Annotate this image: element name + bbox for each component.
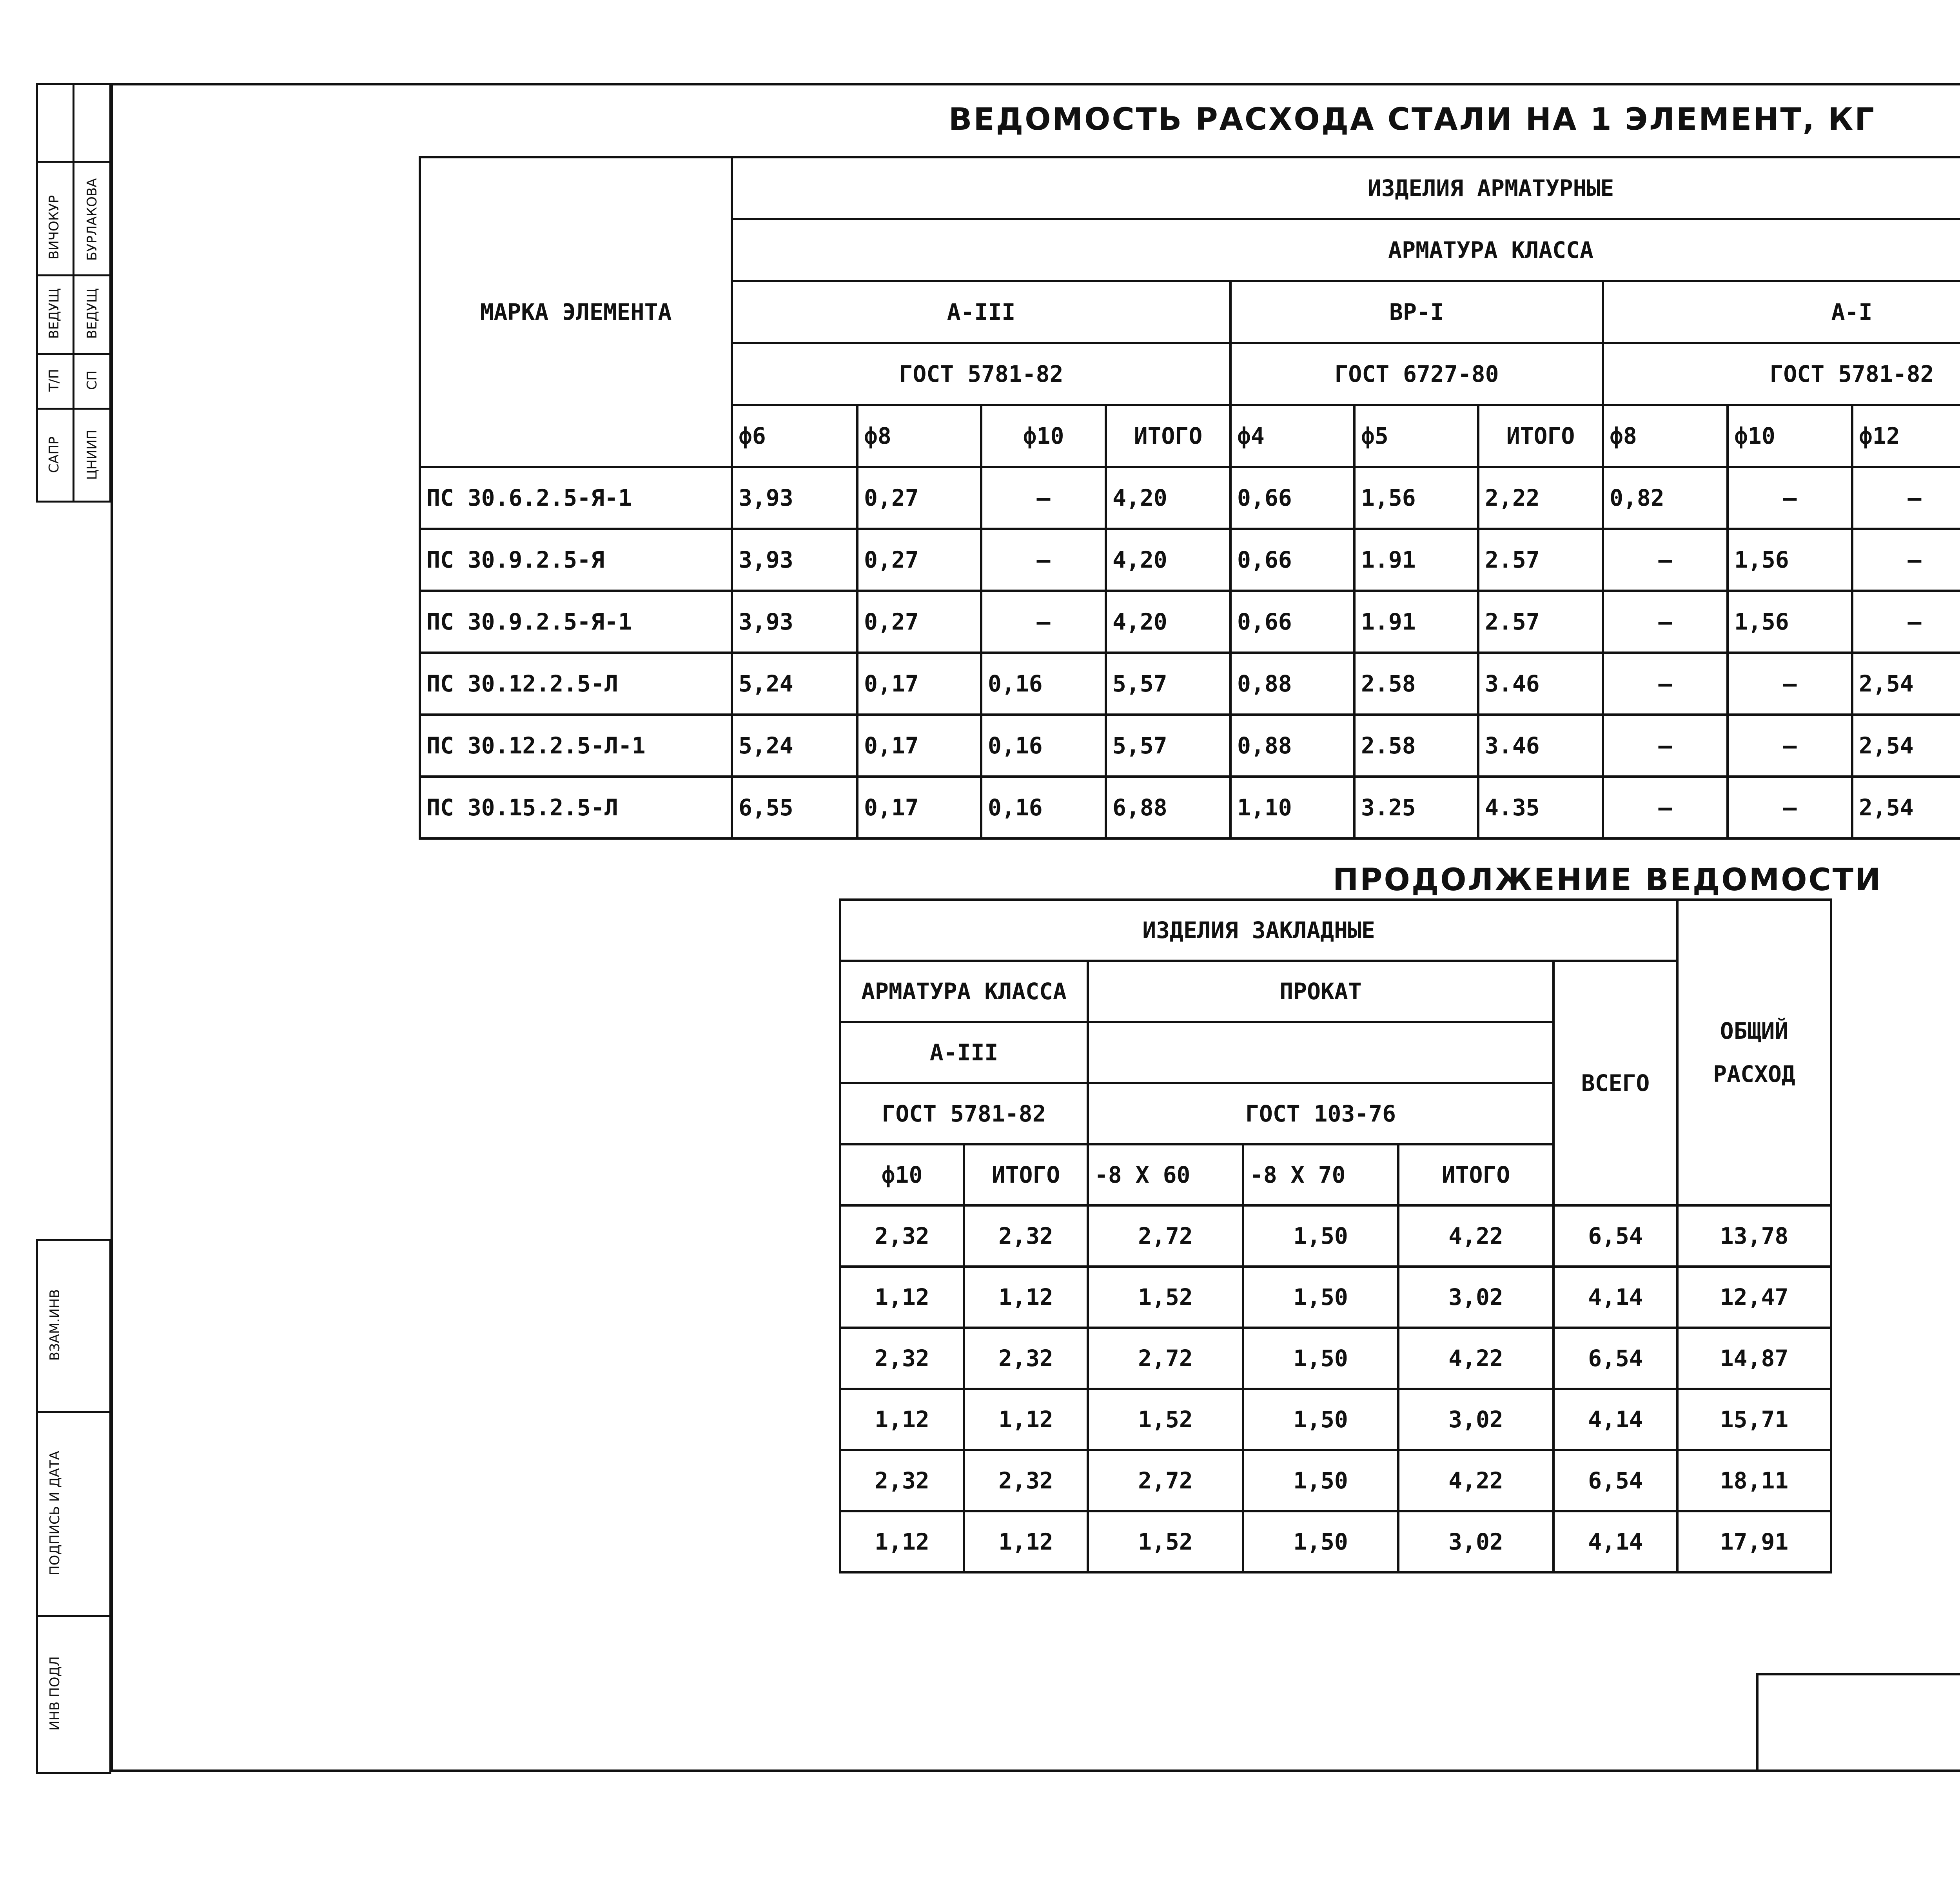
value-cell: 3,93 (732, 529, 857, 591)
value-cell: 2.58 (1354, 715, 1478, 777)
cont-gost-class: ГОСТ 5781-82 (840, 1083, 1088, 1144)
element-mark-cell: ПС 30.6.2.5-Я-1 (420, 467, 732, 529)
table-row (420, 467, 1960, 529)
table-row (420, 529, 1960, 591)
cont-column-header: ф10 (840, 1144, 964, 1205)
table-row (420, 777, 1960, 838)
value-cell: 3,02 (1398, 1511, 1553, 1572)
table-row (840, 1450, 1831, 1511)
value-cell: 1,50 (1243, 1267, 1398, 1328)
table-row (840, 1511, 1831, 1572)
value-cell: 2,32 (840, 1450, 964, 1511)
value-cell: – (981, 529, 1106, 591)
value-cell: 2,32 (964, 1450, 1088, 1511)
value-cell: 0,66 (1230, 529, 1354, 591)
table-row (420, 715, 1960, 777)
subgroup-header: АРМАТУРА КЛАССА (732, 219, 1960, 281)
side-stamp-bottom-rule-2 (36, 1615, 111, 1617)
value-cell: – (1728, 653, 1852, 715)
value-cell: 5,57 (1106, 653, 1230, 715)
group-header: ИЗДЕЛИЯ АРМАТУРНЫЕ (732, 157, 1960, 219)
value-cell: 0,27 (857, 467, 981, 529)
value-cell: 1.91 (1354, 591, 1478, 653)
cont-column-header: ИТОГО (964, 1144, 1088, 1205)
value-cell: 1,50 (1243, 1389, 1398, 1450)
continuation-table (839, 898, 1832, 1573)
main-title: ВЕДОМОСТЬ РАСХОДА СТАЛИ НА 1 ЭЛЕМЕНТ, КГ (949, 102, 1876, 137)
column-header: ф8 (857, 405, 981, 467)
value-cell: 2,32 (964, 1328, 1088, 1389)
side-stamp-name-lead: ВЕДУЩ (84, 288, 100, 339)
prokat-header: ПРОКАТ (1088, 961, 1553, 1022)
value-cell: 1,12 (964, 1267, 1088, 1328)
value-cell: 5,24 (732, 653, 857, 715)
value-cell: 1,52 (1088, 1511, 1243, 1572)
side-stamp-bottom-rule-1 (36, 1411, 111, 1413)
value-cell: – (1852, 591, 1960, 653)
side-stamp-name-checker: БУРЛАКОВА (84, 178, 100, 261)
marka-header: МАРКА ЭЛЕМЕНТА (420, 157, 732, 467)
value-cell: – (981, 591, 1106, 653)
value-cell: – (1728, 467, 1852, 529)
value-cell: 1,12 (840, 1267, 964, 1328)
gost-a3: ГОСТ 5781-82 (732, 343, 1230, 405)
value-cell: 1,50 (1243, 1205, 1398, 1267)
value-cell: 0,66 (1230, 467, 1354, 529)
value-cell: 2,72 (1088, 1450, 1243, 1511)
value-cell: – (981, 467, 1106, 529)
value-cell: 1,50 (1243, 1328, 1398, 1389)
column-header: ф12 (1852, 405, 1960, 467)
value-cell: 1,12 (840, 1389, 964, 1450)
cont-class-header: АРМАТУРА КЛАССА (840, 961, 1088, 1022)
value-cell: – (1728, 777, 1852, 838)
value-cell: 1.91 (1354, 529, 1478, 591)
value-cell: 1,12 (840, 1511, 964, 1572)
value-cell: 2,32 (840, 1328, 964, 1389)
side-stamp-name-sp: СП (84, 370, 100, 390)
value-cell: 2,72 (1088, 1205, 1243, 1267)
table-row (420, 591, 1960, 653)
column-header: ф10 (1728, 405, 1852, 467)
value-cell: 4,22 (1398, 1205, 1553, 1267)
value-cell: 3,02 (1398, 1389, 1553, 1450)
value-cell: 0,17 (857, 715, 981, 777)
class-vr1-header: ВР-I (1230, 281, 1603, 343)
value-cell: 6,54 (1553, 1450, 1677, 1511)
cont-class-name: А-III (840, 1022, 1088, 1083)
value-cell: 17,91 (1677, 1511, 1831, 1572)
cont-total-header: ВСЕГО (1553, 961, 1677, 1205)
side-stamp-name-org: ЦНИИП (84, 429, 100, 480)
side-stamp-original-inv: ИНВ ПОДЛ (47, 1656, 63, 1731)
value-cell: 6,54 (1553, 1205, 1677, 1267)
value-cell: 2.58 (1354, 653, 1478, 715)
value-cell: 13,78 (1677, 1205, 1831, 1267)
side-stamp-role-sapr: САПР (46, 436, 62, 473)
value-cell: – (1603, 591, 1728, 653)
value-cell: 2,54 (1852, 715, 1960, 777)
column-header: ф4 (1230, 405, 1354, 467)
value-cell: 0,66 (1230, 591, 1354, 653)
gost-vr1: ГОСТ 6727-80 (1230, 343, 1603, 405)
value-cell: 3,93 (732, 591, 857, 653)
element-mark-cell: ПС 30.12.2.5-Л-1 (420, 715, 732, 777)
value-cell: 6,88 (1106, 777, 1230, 838)
column-header: ИТОГО (1478, 405, 1603, 467)
embedded-group-header: ИЗДЕЛИЯ ЗАКЛАДНЫЕ (840, 900, 1677, 961)
value-cell: 0,82 (1603, 467, 1728, 529)
cont-gost-prokat: ГОСТ 103-76 (1088, 1083, 1553, 1144)
value-cell: 2,22 (1478, 467, 1603, 529)
value-cell: 3.46 (1478, 653, 1603, 715)
side-stamp-role-tp: Т/П (46, 369, 62, 392)
continuation-title: ПРОДОЛЖЕНИЕ ВЕДОМОСТИ (1333, 862, 1882, 898)
value-cell: 3,93 (732, 467, 857, 529)
value-cell: 1,52 (1088, 1267, 1243, 1328)
class-a1-header: А-I (1603, 281, 1960, 343)
value-cell: 0,88 (1230, 715, 1354, 777)
value-cell: 4,20 (1106, 591, 1230, 653)
element-mark-cell: ПС 30.9.2.5-Я (420, 529, 732, 591)
title-block (1756, 1673, 1960, 1772)
steel-consumption-table (419, 156, 1960, 840)
column-header: ИТОГО (1106, 405, 1230, 467)
value-cell: 3.46 (1478, 715, 1603, 777)
value-cell: 3,02 (1398, 1267, 1553, 1328)
value-cell: 1,52 (1088, 1389, 1243, 1450)
value-cell: – (1852, 529, 1960, 591)
cont-column-header: -8 X 60 (1088, 1144, 1243, 1205)
side-stamp-replaced-inv: ВЗАМ.ИНВ (47, 1289, 63, 1361)
value-cell: 0,17 (857, 777, 981, 838)
value-cell: – (1603, 715, 1728, 777)
value-cell: 4,14 (1553, 1267, 1677, 1328)
value-cell: 2,32 (964, 1205, 1088, 1267)
value-cell: 1,50 (1243, 1450, 1398, 1511)
value-cell: 0,27 (857, 529, 981, 591)
table-row (840, 1389, 1831, 1450)
gost-a1: ГОСТ 5781-82 (1603, 343, 1960, 405)
value-cell: 3.25 (1354, 777, 1478, 838)
table-row (420, 653, 1960, 715)
value-cell: 2,54 (1852, 653, 1960, 715)
column-header: ф6 (732, 405, 857, 467)
column-header: ф10 (981, 405, 1106, 467)
side-stamp-signature-date: ПОДПИСЬ И ДАТА (47, 1451, 63, 1575)
value-cell: 1,12 (964, 1389, 1088, 1450)
value-cell: 0,88 (1230, 653, 1354, 715)
cont-column-header: ИТОГО (1398, 1144, 1553, 1205)
value-cell: 1,50 (1243, 1511, 1398, 1572)
value-cell: – (1603, 529, 1728, 591)
value-cell: 0,16 (981, 653, 1106, 715)
element-mark-cell: ПС 30.9.2.5-Я-1 (420, 591, 732, 653)
table-row (840, 1328, 1831, 1389)
element-mark-cell: ПС 30.15.2.5-Л (420, 777, 732, 838)
value-cell: 12,47 (1677, 1267, 1831, 1328)
value-cell: 1,56 (1728, 591, 1852, 653)
value-cell: 2.57 (1478, 591, 1603, 653)
cont-column-header: -8 X 70 (1243, 1144, 1398, 1205)
value-cell: 2,54 (1852, 777, 1960, 838)
value-cell: 1,10 (1230, 777, 1354, 838)
value-cell: – (1852, 467, 1960, 529)
value-cell: 14,87 (1677, 1328, 1831, 1389)
value-cell: 15,71 (1677, 1389, 1831, 1450)
value-cell: – (1728, 715, 1852, 777)
value-cell: 2,32 (840, 1205, 964, 1267)
value-cell: 4,14 (1553, 1511, 1677, 1572)
column-header: ф5 (1354, 405, 1478, 467)
side-stamp-role-lead: ВЕДУЩ (46, 288, 62, 339)
value-cell: 0,17 (857, 653, 981, 715)
value-cell: 18,11 (1677, 1450, 1831, 1511)
value-cell: 0,27 (857, 591, 981, 653)
value-cell: – (1603, 777, 1728, 838)
value-cell: 2.57 (1478, 529, 1603, 591)
value-cell: 6,55 (732, 777, 857, 838)
side-stamp-top-rule-1 (36, 161, 111, 163)
value-cell: 4,20 (1106, 529, 1230, 591)
value-cell: 4.35 (1478, 777, 1603, 838)
value-cell: 4,22 (1398, 1328, 1553, 1389)
value-cell: 6,54 (1553, 1328, 1677, 1389)
value-cell: 0,16 (981, 715, 1106, 777)
value-cell: 1,56 (1728, 529, 1852, 591)
value-cell: 4,20 (1106, 467, 1230, 529)
value-cell: – (1603, 653, 1728, 715)
element-mark-cell: ПС 30.12.2.5-Л (420, 653, 732, 715)
column-header: ф8 (1603, 405, 1728, 467)
value-cell: 5,24 (732, 715, 857, 777)
table-row (840, 1267, 1831, 1328)
value-cell: 5,57 (1106, 715, 1230, 777)
overall-header: ОБЩИЙ РАСХОД (1677, 900, 1831, 1205)
value-cell: 2,72 (1088, 1328, 1243, 1389)
class-a3-header: А-III (732, 281, 1230, 343)
value-cell: 1,56 (1354, 467, 1478, 529)
side-stamp-top-divider (73, 83, 74, 503)
side-stamp-role-checker: ВИЧОКУР (46, 195, 62, 260)
value-cell: 4,22 (1398, 1450, 1553, 1511)
value-cell: 0,16 (981, 777, 1106, 838)
table-row (840, 1205, 1831, 1267)
value-cell: 1,12 (964, 1511, 1088, 1572)
value-cell: 4,14 (1553, 1389, 1677, 1450)
prokat-blank (1088, 1022, 1553, 1083)
